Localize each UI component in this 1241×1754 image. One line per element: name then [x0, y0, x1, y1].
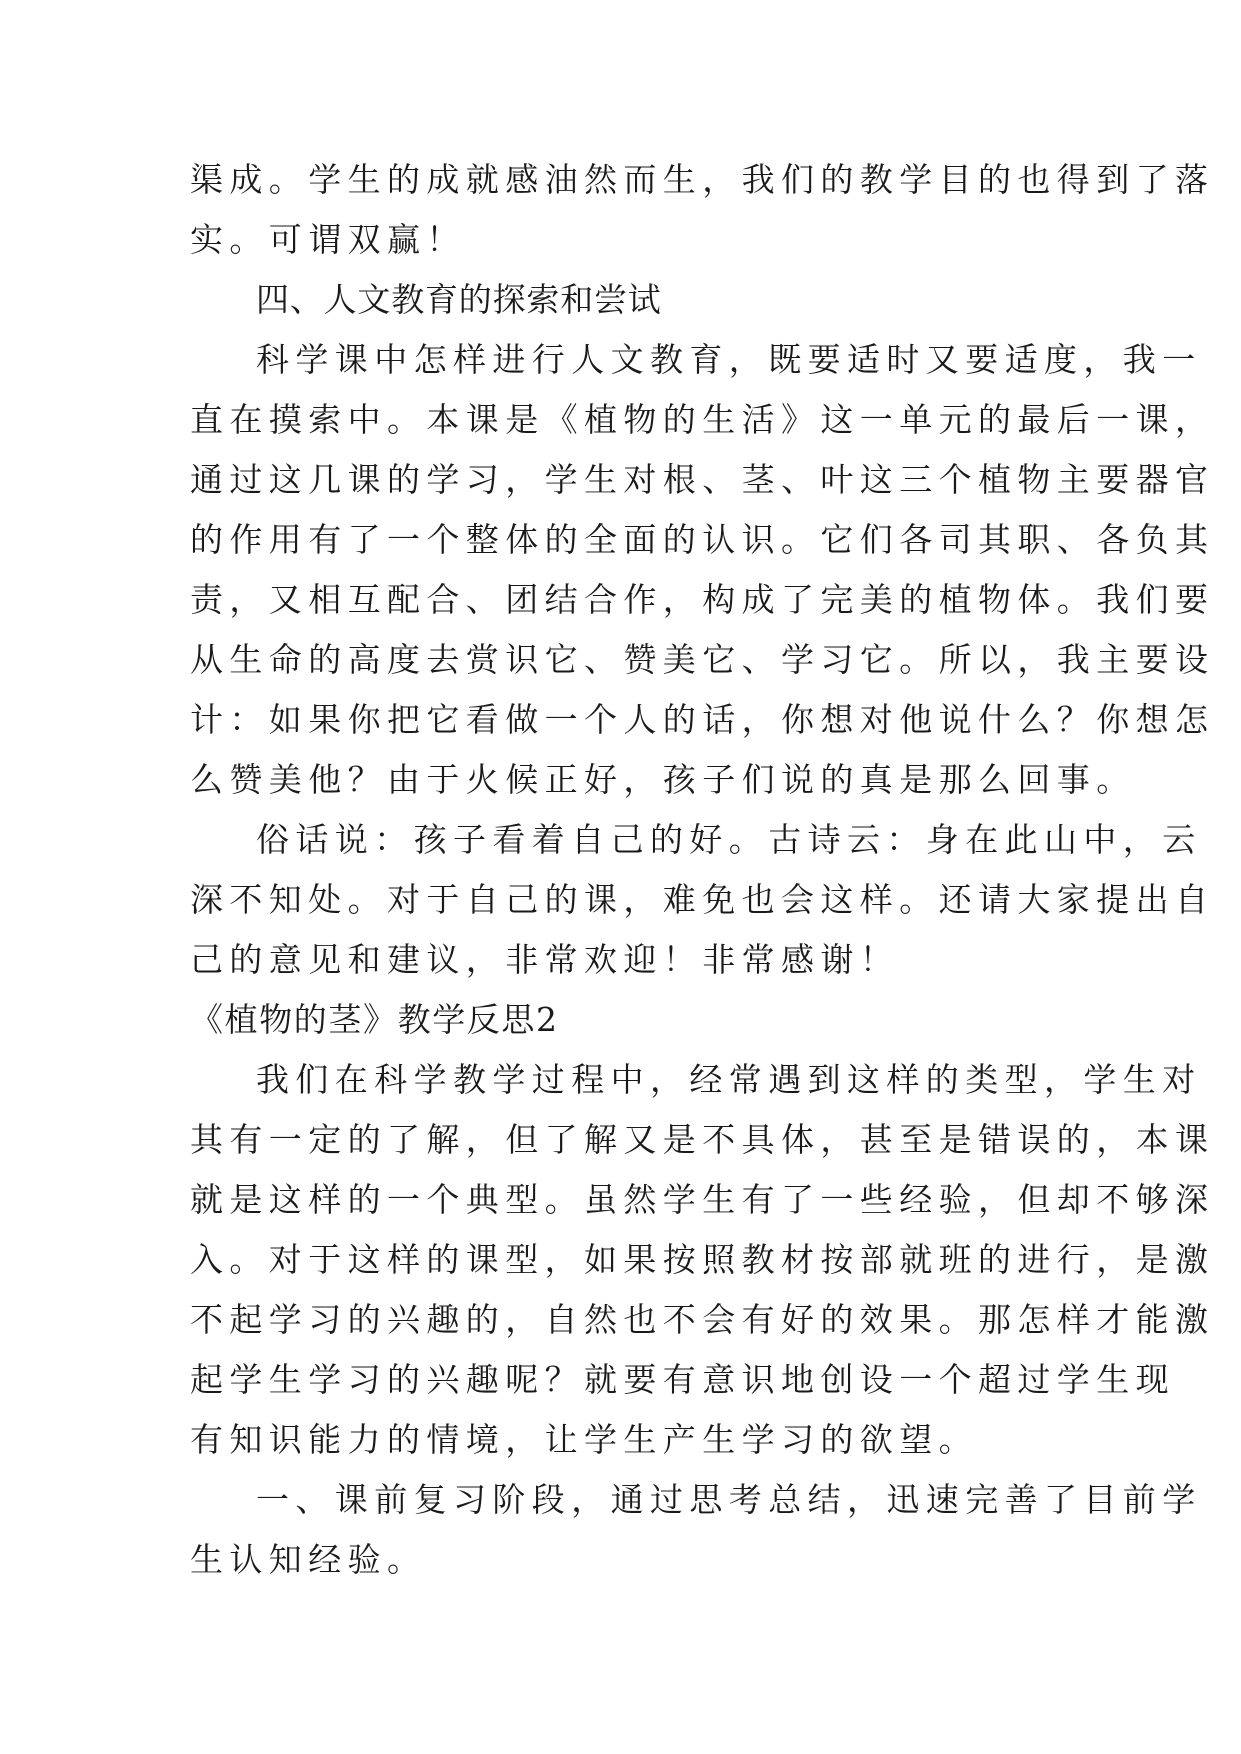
text-line: 起学生学习的兴趣呢？就要有意识地创设一个超过学生现: [190, 1360, 1175, 1399]
text-line: 责，又相互配合、团结合作，构成了完美的植物体。我们要: [190, 580, 1215, 619]
text-line: 入。对于这样的课型，如果按照教材按部就班的进行，是激: [190, 1240, 1215, 1279]
text-line: 的作用有了一个整体的全面的认识。它们各司其职、各负其: [190, 520, 1215, 559]
text-line: 计：如果你把它看做一个人的话，你想对他说什么？你想怎: [190, 700, 1215, 739]
text-line: 不起学习的兴趣的，自然也不会有好的效果。那怎样才能激: [190, 1300, 1215, 1339]
text-line: 己的意见和建议，非常欢迎！非常感谢！: [190, 940, 900, 979]
document-title: 《植物的茎》教学反思2: [190, 1000, 559, 1039]
paragraph-first-line: 一、课前复习阶段，通过思考总结，迅速完善了目前学: [256, 1480, 1202, 1519]
text-line: 生认知经验。: [190, 1540, 427, 1579]
text-line: 直在摸索中。本课是《植物的生活》这一单元的最后一课，: [190, 400, 1215, 439]
text-line: 么赞美他？由于火候正好，孩子们说的真是那么回事。: [190, 760, 1136, 799]
text-line: 通过这几课的学习，学生对根、茎、叶这三个植物主要器官: [190, 460, 1215, 499]
text-line: 渠成。学生的成就感油然而生，我们的教学目的也得到了落: [190, 160, 1215, 199]
text-line: 其有一定的了解，但了解又是不具体，甚至是错误的，本课: [190, 1120, 1215, 1159]
text-line: 有知识能力的情境，让学生产生学习的欲望。: [190, 1420, 978, 1459]
paragraph-first-line: 俗话说：孩子看着自己的好。古诗云：身在此山中，云: [256, 820, 1202, 859]
text-line: 实。可谓双赢！: [190, 220, 466, 259]
section-heading: 四、人文教育的探索和尝试: [256, 280, 662, 319]
paragraph-first-line: 我们在科学教学过程中，经常遇到这样的类型，学生对: [256, 1060, 1202, 1099]
text-line: 就是这样的一个典型。虽然学生有了一些经验，但却不够深: [190, 1180, 1215, 1219]
paragraph-first-line: 科学课中怎样进行人文教育，既要适时又要适度，我一: [256, 340, 1202, 379]
text-line: 深不知处。对于自己的课，难免也会这样。还请大家提出自: [190, 880, 1215, 919]
text-line: 从生命的高度去赏识它、赞美它、学习它。所以，我主要设: [190, 640, 1215, 679]
